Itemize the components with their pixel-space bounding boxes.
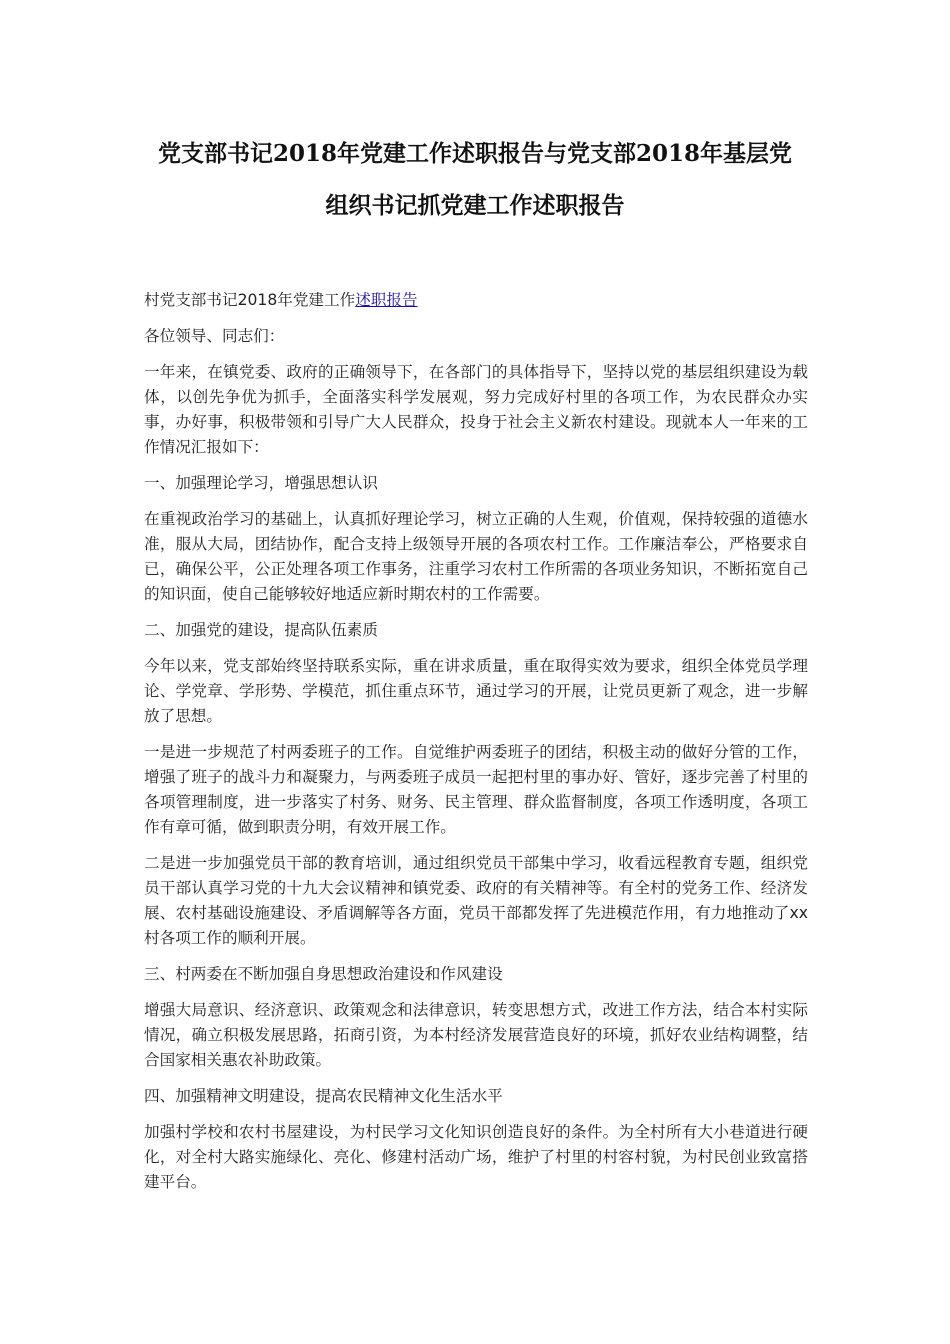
paragraph-party-building: 今年以来，党支部始终坚持联系实际，重在讲求质量，重在取得实效为要求，组织全体党员学理论、学党章、学形势、学模范，抓住重点环节，通过学习的开展，让党员更新了观念，进一步解放了思想。 bbox=[144, 657, 808, 725]
section-heading-4: 四、加强精神文明建设，提高农民精神文化生活水平 bbox=[144, 1087, 503, 1105]
paragraph-culture: 加强村学校和农村书屋建设，为村民学习文化知识创造良好的条件。为全村所有大小巷道进行硬化，对全村大路实施绿化、亮化、修建村活动广场，维护了村里的村容村貌，为村民创业致富搭建平台。 bbox=[144, 1123, 808, 1191]
title-line-2: 组织书记抓党建工作述职报告 bbox=[325, 192, 625, 219]
report-link[interactable]: 述职报告 bbox=[355, 291, 418, 309]
paragraph-work-style: 增强大局意识、经济意识、政策观念和法律意识，转变思想方式，改进工作方法，结合本村实际情况，确立积极发展思路，拓商引资，为本村经济发展营造良好的环境，抓好农业结构调整，结合国家相关惠农补助政策。 bbox=[144, 1001, 808, 1069]
greeting: 各位领导、同志们： bbox=[144, 327, 285, 345]
paragraph-point-1: 一是进一步规范了村两委班子的工作。自觉维护两委班子的团结，积极主动的做好分管的工作，增强了班子的战斗力和凝聚力，与两委班子成员一起把村里的事办好、管好，逐步完善了村里的各项管理制度，进一步落实了村务、财务、民主管理、群众监督制度，各项工作透明度，各项工作有章可循，做到职责分明，有效开展工作。 bbox=[144, 743, 808, 836]
title-line-1: 党支部书记2018年党建工作述职报告与党支部2018年基层党 bbox=[157, 140, 793, 167]
subtitle-text: 村党支部书记2018年党建工作 bbox=[144, 291, 356, 309]
document-title bbox=[120, 128, 830, 232]
document-body bbox=[144, 288, 808, 1206]
paragraph-theory-study: 在重视政治学习的基础上，认真抓好理论学习，树立正确的人生观，价值观，保持较强的道德水准，服从大局，团结协作，配合支持上级领导开展的各项农村工作。工作廉洁奉公，严格要求自已，确保公平，公正处理各项工作事务，注重学习农村工作所需的各项业务知识，不断拓宽自己的知识面，使自己能够较好地适应新时期农村的工作需要。 bbox=[144, 510, 808, 603]
paragraph-intro: 一年来，在镇党委、政府的正确领导下，在各部门的具体指导下，坚持以党的基层组织建设为载体，以创先争优为抓手，全面落实科学发展观，努力完成好村里的各项工作，为农民群众办实事，办好事，积极带领和引导广大人民群众，投身于社会主义新农村建设。现就本人一年来的工作情况汇报如下： bbox=[144, 363, 808, 456]
section-heading-2: 二、加强党的建设，提高队伍素质 bbox=[144, 621, 378, 639]
section-heading-3: 三、村两委在不断加强自身思想政治建设和作风建设 bbox=[144, 965, 503, 983]
subtitle bbox=[144, 288, 808, 313]
section-heading-1: 一、加强理论学习，增强思想认识 bbox=[144, 474, 378, 492]
paragraph-point-2: 二是进一步加强党员干部的教育培训，通过组织党员干部集中学习，收看远程教育专题，组织党员干部认真学习党的十九大会议精神和镇党委、政府的有关精神等。有全村的党务工作、经济发展、农村基础设施建设、矛盾调解等各方面，党员干部都发挥了先进模范作用，有力地推动了xx村各项工作的顺利开展。 bbox=[144, 854, 808, 947]
